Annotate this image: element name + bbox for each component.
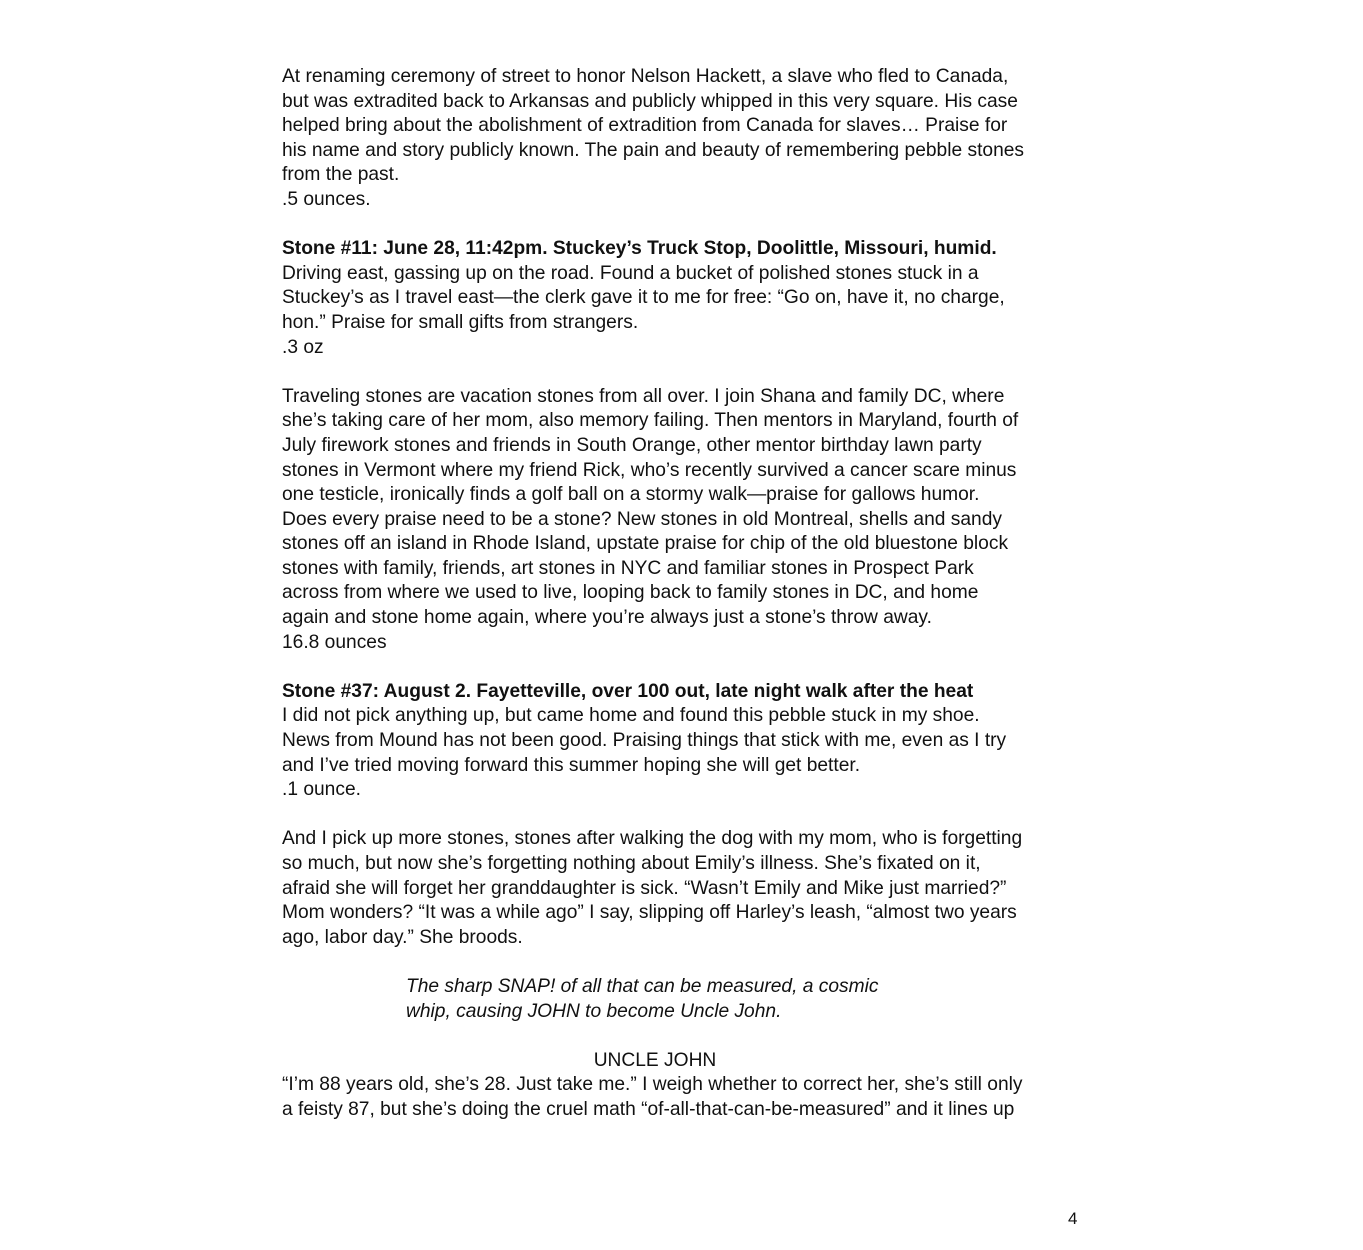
weight-note: 16.8 ounces (282, 631, 387, 653)
verse-line: The sharp SNAP! of all that can be measured, a cosmic (406, 975, 879, 997)
text-line: July firework stones and friends in South Orange, other mentor birthday lawn party (282, 434, 982, 456)
text-line: Traveling stones are vacation stones from all over. I join Shana and family DC, where (282, 385, 1005, 407)
verse-line: whip, causing JOHN to become Uncle John. (406, 1000, 782, 1022)
weight-note: .1 ounce. (282, 779, 361, 801)
text-line: she’s taking care of her mom, also memory failing. Then mentors in Maryland, fourth of (282, 410, 1019, 432)
text-line: Mom wonders? “It was a while ago” I say, slipping off Harley’s leash, “almost two years (282, 902, 1017, 924)
text-line: across from where we used to live, looping back to family stones in DC, and home (282, 582, 979, 604)
character-name: UNCLE JOHN (593, 1049, 717, 1071)
text-line: helped bring about the abolishment of extradition from Canada for slaves… Praise for (282, 115, 1008, 137)
paragraph-more-stones (282, 827, 1082, 950)
text-line: I did not pick anything up, but came home and found this pebble stuck in my shoe. (282, 705, 980, 727)
weight-note: .5 ounces. (282, 188, 371, 210)
text-line: again and stone home again, where you’re always just a stone’s throw away. (282, 607, 932, 629)
dialogue-line: “I’m 88 years old, she’s 28. Just take me.” I weigh whether to correct her, she’s still only (282, 1074, 1023, 1096)
page-number: 4 (1068, 1209, 1078, 1228)
text-line: At renaming ceremony of street to honor Nelson Hackett, a slave who fled to Canada, (282, 66, 1009, 87)
entry-stone-37 (282, 680, 1082, 803)
text-line: afraid she will forget her granddaughter is sick. “Wasn’t Emily and Mike just married?” (282, 877, 1007, 899)
text-line: Does every praise need to be a stone? New stones in old Montreal, shells and sandy (282, 508, 1002, 530)
entry-heading: Stone #37: August 2. Fayetteville, over 100 out, late night walk after the heat (282, 680, 974, 702)
text-line: stones in Vermont where my friend Rick, who’s recently survived a cancer scare minus (282, 459, 1017, 481)
paragraph-traveling-stones (282, 385, 1082, 656)
text-line: Driving east, gassing up on the road. Found a bucket of polished stones stuck in a (282, 262, 979, 284)
paragraph-hackett (282, 65, 1082, 213)
document-page (282, 65, 1082, 1123)
text-line: but was extradited back to Arkansas and publicly whipped in this very square. His case (282, 90, 1018, 112)
text-line: and I’ve tried moving forward this summer hoping she will get better. (282, 754, 861, 776)
italic-verse (406, 975, 1082, 1024)
text-line: so much, but now she’s forgetting nothing about Emily’s illness. She’s fixated on it, (282, 853, 981, 874)
text-line: ago, labor day.” She broods. (282, 926, 523, 948)
text-line: hon.” Praise for small gifts from strangers. (282, 311, 639, 333)
dialogue-block (282, 1049, 1082, 1123)
text-line: stones with family, friends, art stones in NYC and familiar stones in Prospect Park (282, 557, 974, 579)
text-line: News from Mound has not been good. Praising things that stick with me, even as I try (282, 730, 1007, 752)
text-line: And I pick up more stones, stones after walking the dog with my mom, who is forgetting (282, 828, 1023, 850)
text-line: one testicle, ironically finds a golf ball on a stormy walk—praise for gallows humor. (282, 484, 980, 506)
text-line: Stuckey’s as I travel east—the clerk gave it to me for free: “Go on, have it, no charge, (282, 287, 1005, 309)
text-line: from the past. (282, 164, 400, 186)
text-line: his name and story publicly known. The pain and beauty of remembering pebble stones (282, 139, 1025, 161)
dialogue-line: a feisty 87, but she’s doing the cruel math “of-all-that-can-be-measured” and it lines up (282, 1098, 1015, 1120)
entry-heading: Stone #11: June 28, 11:42pm. Stuckey’s Truck Stop, Doolittle, Missouri, humid. (282, 238, 997, 260)
text-line: stones off an island in Rhode Island, upstate praise for chip of the old bluestone block (282, 533, 1009, 555)
weight-note: .3 oz (282, 336, 324, 358)
entry-stone-11 (282, 237, 1082, 360)
